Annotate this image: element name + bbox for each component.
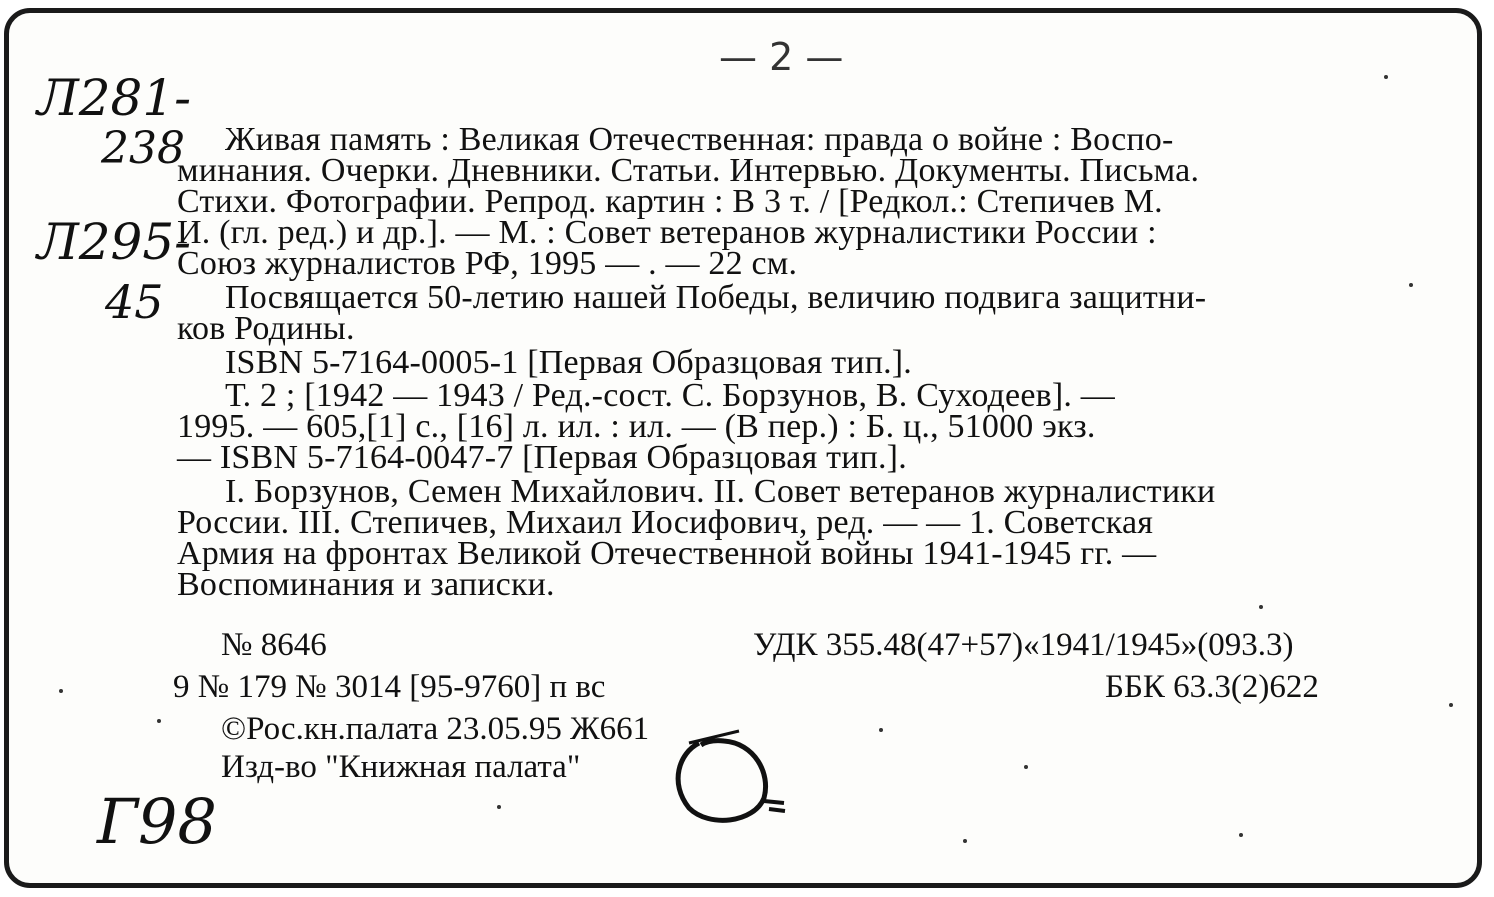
bbk-code: ББК 63.3(2)622 (1105, 669, 1319, 705)
record-line: ков Родины. (177, 310, 355, 347)
record-line: Воспоминания и записки. (177, 566, 555, 603)
record-line: ISBN 5-7164-0005-1 [Первая Образцовая тип.]. (225, 344, 913, 381)
record-line: I. Борзунов, Семен Михайлович. II. Совет ветеранов журналистики (225, 473, 1216, 510)
record-line: Т. 2 ; [1942 — 1943 / Ред.-сост. С. Борзунов, В. Суходеев]. — (225, 377, 1116, 414)
copyright-line: ©Рос.кн.палата 23.05.95 Ж661 (221, 711, 650, 747)
record-line: Армия на фронтах Великой Отечественной войны 1941-1945 гг. — (177, 535, 1157, 572)
series-numbers: 9 № 179 № 3014 [95-9760] п вс (173, 669, 606, 705)
card-number: № 8646 (221, 627, 327, 663)
udk-code: УДК 355.48(47+57)«1941/1945»(093.3) (753, 627, 1294, 663)
record-line: — ISBN 5-7164-0047-7 [Первая Образцовая тип.]. (177, 439, 907, 476)
record-line: минания. Очерки. Дневники. Статьи. Интервью. Документы. Письма. (177, 152, 1200, 189)
handwritten-code-bottom: Г98 (97, 785, 217, 858)
handwritten-code-mid-1: Л295- (37, 213, 192, 271)
handwritten-code-top-2: 238 (101, 123, 185, 174)
record-line: Посвящается 50-летию нашей Победы, величию подвига защитни- (225, 279, 1207, 316)
record-line: И. (гл. ред.) и др.]. — М. : Совет ветеранов журналистики России : (177, 214, 1157, 251)
catalog-card (4, 8, 1482, 888)
page-number: — 2 — (719, 35, 844, 79)
record-line: Союз журналистов РФ, 1995 — . — 22 см. (177, 245, 798, 282)
handwritten-circle-mark (659, 723, 799, 833)
publisher-line: Изд-во "Книжная палата" (221, 749, 581, 785)
record-line: 1995. — 605,[1] с., [16] л. ил. : ил. — (В пер.) : Б. ц., 51000 экз. (177, 408, 1096, 445)
handwritten-code-mid-2: 45 (105, 275, 164, 329)
record-line: Живая память : Великая Отечественная: правда о войне : Воспо- (225, 121, 1174, 158)
record-line: Стихи. Фотографии. Репрод. картин : В 3 т. / [Редкол.: Степичев М. (177, 183, 1163, 220)
handwritten-code-top-1: Л281- (37, 69, 192, 127)
record-line: России. III. Степичев, Михаил Иосифович, ред. — — 1. Советская (177, 504, 1154, 541)
